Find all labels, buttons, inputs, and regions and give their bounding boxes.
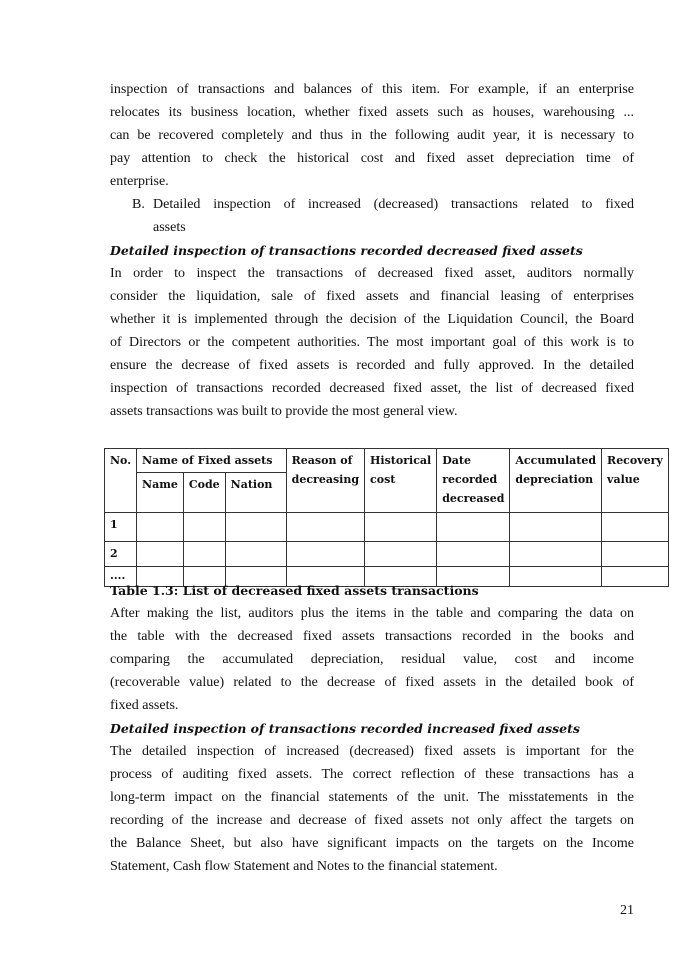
text-line: process of auditing fixed assets. The correct reflection of these transactions has a: [110, 767, 634, 782]
text-line: (recoverable value) related to the decrease of fixed assets in the detailed book of: [110, 675, 634, 690]
text-line: assets: [153, 220, 186, 235]
text-line: whether it is implemented through the decision of the Liquidation Council, the Board: [110, 312, 634, 327]
header-reason: Reason of decreasing: [286, 449, 364, 513]
text-line: inspection of transactions recorded decreased fixed asset, the list of decreased fixed: [110, 381, 634, 396]
text-line: the Balance Sheet, but also have significant impacts on the targets on the Income: [110, 836, 634, 851]
decreased-assets-table: [104, 448, 669, 587]
text-line: enterprise.: [110, 174, 169, 189]
header-no: No.: [105, 449, 137, 513]
row-number: 2: [105, 542, 137, 567]
text-line: long-term impact on the financial statements of the unit. The misstatements in the: [110, 790, 634, 805]
header-historical: Historical cost: [365, 449, 437, 513]
text-line: After making the list, auditors plus the items in the table and comparing the data on: [110, 606, 634, 621]
paragraph-intro: [110, 78, 634, 193]
text-line: comparing the accumulated depreciation, residual value, cost and income: [110, 652, 634, 667]
section-heading-increased: Detailed inspection of transactions recorded increased fixed assets: [110, 721, 580, 736]
header-code: Code: [183, 473, 225, 513]
row-number: 1: [105, 513, 137, 542]
paragraph-after-table: [110, 602, 634, 717]
text-line: inspection of transactions and balances of this item. For example, if an enterprise: [110, 82, 634, 97]
section-heading-decreased: Detailed inspection of transactions recorded decreased fixed assets: [110, 243, 583, 258]
table-row: [105, 513, 669, 542]
page-number: 21: [620, 903, 634, 918]
header-nation: Nation: [225, 473, 286, 513]
text-line: The detailed inspection of increased (decreased) fixed assets is important for the: [110, 744, 634, 759]
text-line: Statement, Cash flow Statement and Notes to the financial statement.: [110, 859, 498, 874]
text-line: the table with the decreased fixed assets transactions recorded in the books and: [110, 629, 634, 644]
text-line: can be recovered completely and thus in the following audit year, it is necessary to: [110, 128, 634, 143]
header-name-group: Name of Fixed assets: [137, 449, 287, 473]
list-item-b: [132, 193, 634, 239]
table-caption: Table 1.3: List of decreased fixed assets transactions: [110, 583, 479, 598]
text-line: recording of the increase and decrease of fixed assets not only affect the targets on: [110, 813, 634, 828]
text-line: In order to inspect the transactions of decreased fixed asset, auditors normally: [110, 266, 634, 281]
table-row: [105, 542, 669, 567]
text-line: Detailed inspection of increased (decreased) transactions related to fixed: [153, 197, 634, 212]
text-line: ensure the decrease of fixed assets is recorded and fully approved. In the detailed: [110, 358, 634, 373]
text-line: relocates its business location, whether fixed assets such as houses, warehousing ...: [110, 105, 634, 120]
paragraph-decreased: [110, 262, 634, 423]
paragraph-increased: [110, 740, 634, 878]
text-line: consider the liquidation, sale of fixed assets and financial leasing of enterprises: [110, 289, 634, 304]
header-accumulated: Accumulated depreciation: [510, 449, 602, 513]
header-date: Date recorded decreased: [437, 449, 510, 513]
header-name: Name: [137, 473, 184, 513]
row-number: ....: [105, 567, 137, 587]
header-recovery: Recovery value: [602, 449, 669, 513]
text-line: assets transactions was built to provide the most general view.: [110, 404, 458, 419]
text-line: of Directors or the competent authorities. The most important goal of this work is to: [110, 335, 634, 350]
text-line: fixed assets.: [110, 698, 179, 713]
text-line: pay attention to check the historical cost and fixed asset depreciation time of: [110, 151, 634, 166]
list-marker: B.: [132, 197, 145, 212]
